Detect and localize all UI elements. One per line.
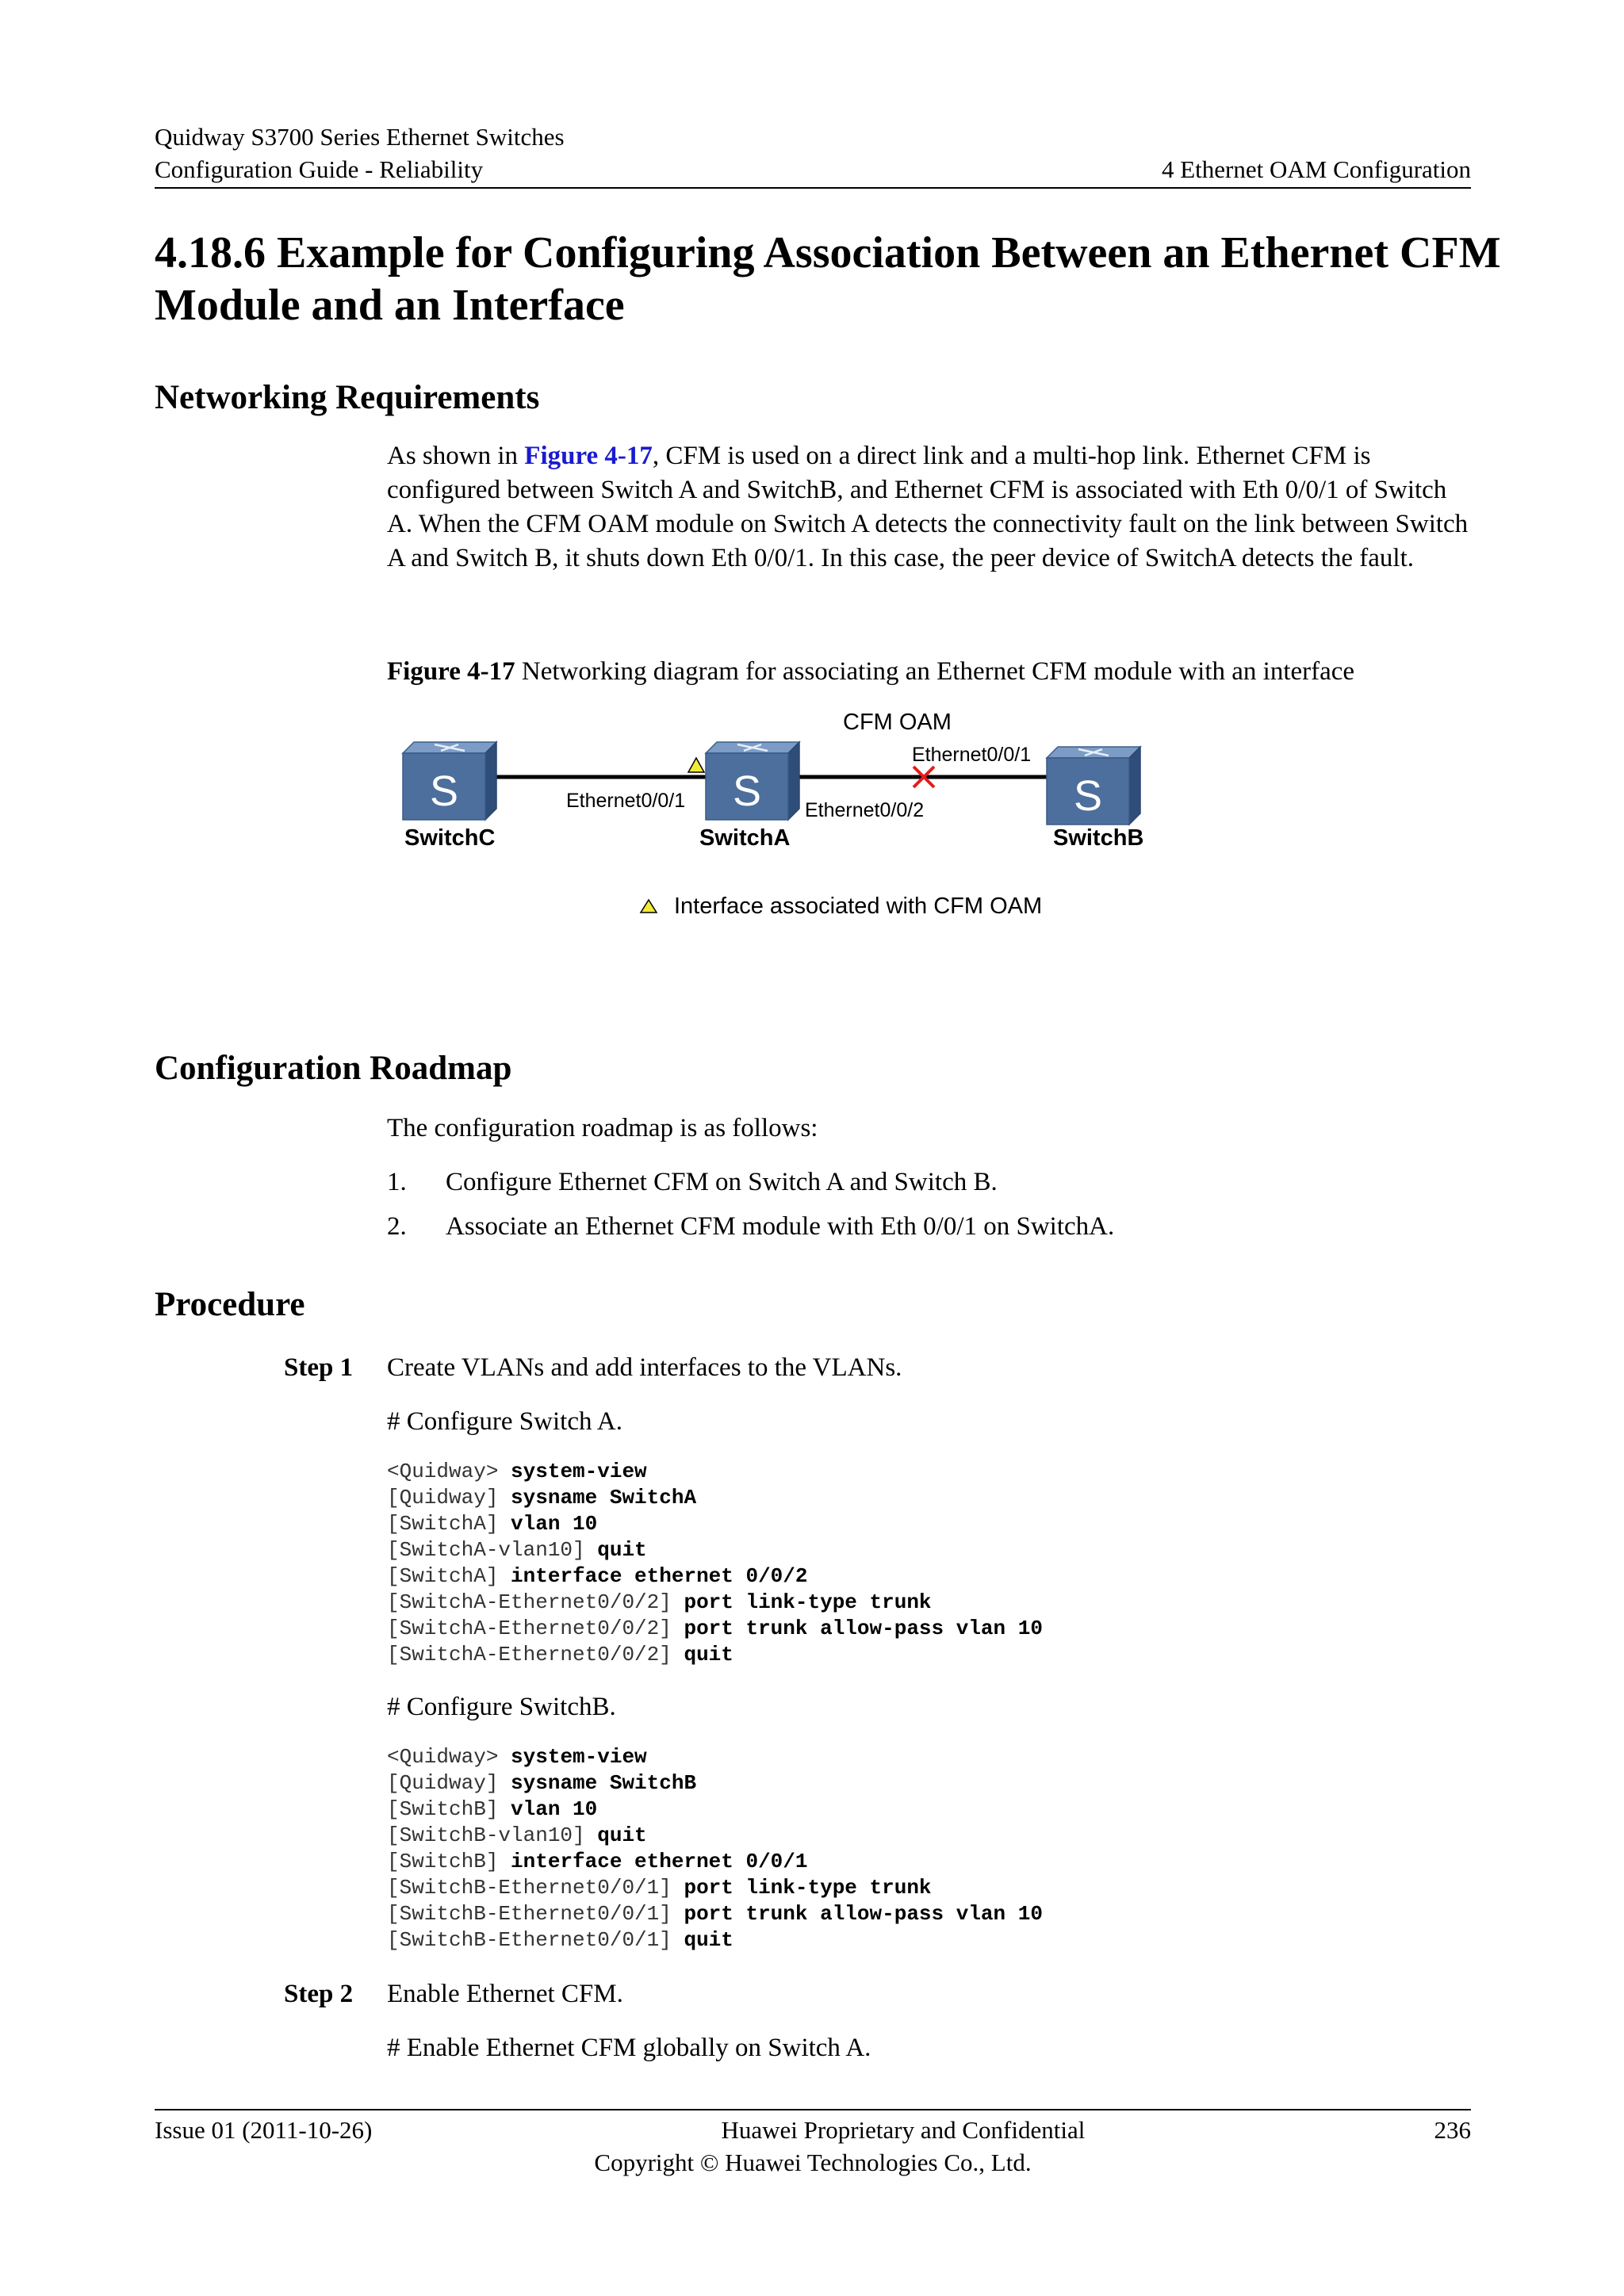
- switcha-icon: [706, 742, 799, 820]
- footer-page-number: 236: [1434, 2116, 1471, 2144]
- header-guide: Configuration Guide - Reliability: [155, 155, 484, 183]
- step-2-label: Step 2: [284, 1980, 354, 2008]
- networking-diagram: [387, 698, 1180, 928]
- page-footer: [155, 2109, 1471, 2179]
- svg-text:S: S: [1073, 772, 1103, 820]
- step-2-note: # Enable Ethernet CFM globally on Switch A.: [387, 2034, 871, 2062]
- code-line: [Quidway] sysname SwitchB: [387, 1771, 697, 1795]
- switchc-label: SwitchC: [404, 825, 496, 851]
- legend-marker-icon: [641, 900, 657, 913]
- code-line: [SwitchA] interface ethernet 0/0/2: [387, 1564, 808, 1588]
- code-line: [SwitchA] vlan 10: [387, 1512, 598, 1536]
- step-1-label: Step 1: [284, 1353, 354, 1382]
- figure-caption: [387, 655, 1354, 689]
- code-line: [SwitchA-Ethernet0/0/2] quit: [387, 1643, 733, 1667]
- step-2-text: Enable Ethernet CFM.: [387, 1980, 623, 2008]
- code-line: <Quidway> system-view: [387, 1745, 647, 1769]
- code-line: [SwitchB] interface ethernet 0/0/1: [387, 1850, 808, 1873]
- interface-label-a2: Ethernet0/0/2: [805, 799, 925, 821]
- cfm-oam-label: CFM OAM: [843, 710, 952, 735]
- code-line: [SwitchA-Ethernet0/0/2] port trunk allow-pass vlan 10: [387, 1617, 1043, 1640]
- cfm-association-marker-icon: [688, 758, 704, 772]
- code-line: [SwitchA-Ethernet0/0/2] port link-type trunk: [387, 1590, 932, 1614]
- list-item: 1. Configure Ethernet CFM on Switch A and Switch B.: [387, 1168, 998, 1196]
- header-chapter: 4 Ethernet OAM Configuration: [1161, 155, 1471, 183]
- svg-text:S: S: [429, 767, 459, 815]
- code-line: [SwitchB-Ethernet0/0/1] quit: [387, 1928, 733, 1952]
- svg-text:S: S: [732, 767, 762, 815]
- section-title: 4.18.6 Example for Configuring Association Between an Ethernet CFM Module and an Interface: [155, 228, 1501, 330]
- switchb-icon: [1047, 747, 1140, 825]
- figure-label: Figure 4-17: [387, 657, 515, 686]
- roadmap-list: [387, 1165, 1473, 1254]
- code-line: [SwitchB-Ethernet0/0/1] port trunk allow-pass vlan 10: [387, 1902, 1043, 1926]
- code-line: [SwitchB-vlan10] quit: [387, 1823, 647, 1847]
- roadmap-intro: The configuration roadmap is as follows:: [387, 1114, 818, 1142]
- code-line: [SwitchA-vlan10] quit: [387, 1538, 647, 1562]
- list-item: 2. Associate an Ethernet CFM module with Eth 0/0/1 on SwitchA.: [387, 1212, 1115, 1241]
- code-block-switchb: [387, 1744, 1043, 1954]
- code-line: [SwitchB] vlan 10: [387, 1797, 598, 1821]
- code-block-switcha: [387, 1459, 1043, 1668]
- footer-copyright: Copyright © Huawei Technologies Co., Ltd.: [594, 2149, 1032, 2176]
- footer-issue: Issue 01 (2011-10-26): [155, 2116, 373, 2144]
- code-line: [Quidway] sysname SwitchA: [387, 1486, 697, 1510]
- figure-caption-text: Networking diagram for associating an Ethernet CFM module with an interface: [515, 657, 1355, 686]
- heading-procedure: Procedure: [155, 1286, 305, 1323]
- heading-roadmap: Configuration Roadmap: [155, 1050, 512, 1087]
- switchc-icon: [403, 742, 496, 820]
- step-1-text: Create VLANs and add interfaces to the VLANs.: [387, 1353, 902, 1382]
- switcha-label: SwitchA: [699, 825, 791, 851]
- step-1-note-b: # Configure SwitchB.: [387, 1693, 616, 1721]
- code-line: <Quidway> system-view: [387, 1460, 647, 1483]
- legend-text: Interface associated with CFM OAM: [674, 894, 1043, 919]
- switchb-label: SwitchB: [1053, 825, 1144, 851]
- networking-text-end: , CFM is used on a direct link and a multi-hop link. Ethernet CFM is configured between Switch A and SwitchB, and Ethernet CFM is associated with Eth 0/0/1 of Switch A. When the CFM OAM module on Switch A detects the connectivity fault on the link between Switch A and Switch B, it shuts down Eth 0/0/1. In this case, the peer device of SwitchA detects the fault.: [387, 442, 1469, 572]
- figure-link[interactable]: Figure 4-17: [524, 442, 653, 470]
- networking-text-start: As shown in: [387, 442, 525, 470]
- header-product: Quidway S3700 Series Ethernet Switches: [155, 123, 565, 151]
- heading-networking: Networking Requirements: [155, 379, 540, 416]
- code-line: [SwitchB-Ethernet0/0/1] port link-type trunk: [387, 1876, 932, 1900]
- step-1-note-a: # Configure Switch A.: [387, 1407, 622, 1436]
- page-header: [155, 121, 1471, 189]
- networking-paragraph: [387, 439, 1473, 576]
- footer-confidential: Huawei Proprietary and Confidential: [721, 2116, 1086, 2144]
- interface-label-a1: Ethernet0/0/1: [566, 790, 686, 812]
- interface-label-b1: Ethernet0/0/1: [912, 744, 1032, 766]
